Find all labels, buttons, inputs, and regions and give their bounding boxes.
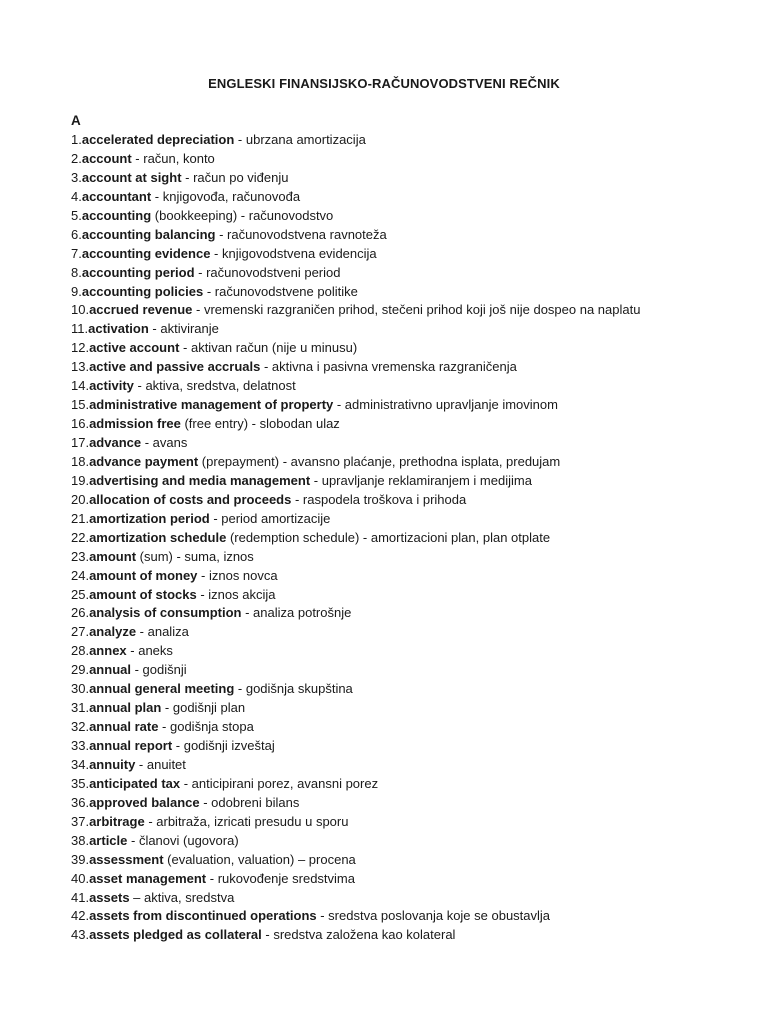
entry-number: 18. (71, 453, 90, 469)
entry-term: admission free (89, 416, 181, 432)
entry-translation: - godišnji (130, 662, 187, 678)
entry-number: 9. (71, 283, 82, 299)
entry-term: analysis of consumption (89, 605, 242, 621)
glossary-entry (71, 889, 711, 908)
entry-term: accounting evidence (81, 245, 211, 261)
entry-term: amortization period (89, 510, 210, 526)
section-letter: A (71, 113, 81, 128)
entry-translation: - aktivna i pasivna vremenska razgraničenja (260, 359, 517, 375)
entry-number: 2. (71, 150, 82, 166)
entry-term: approved balance (89, 794, 200, 810)
entry-translation: - arbitraža, izricati presudu u sporu (144, 813, 349, 829)
entry-synonym: (sum) (136, 548, 173, 564)
glossary-entry (71, 718, 711, 737)
entry-term: annual (89, 662, 131, 678)
entry-translation: - vremenski razgraničen prihod, stečeni prihod koji još nije dospeo na naplatu (192, 302, 641, 318)
entry-number: 12. (71, 340, 90, 356)
entry-number: 16. (71, 416, 90, 432)
entry-number: 20. (71, 491, 90, 507)
entry-number: 31. (71, 700, 90, 716)
entry-term: accelerated depreciation (81, 132, 235, 147)
entry-term: annual general meeting (89, 681, 235, 697)
entry-translation: - period amortizacije (209, 510, 331, 526)
entry-translation: - račun, konto (131, 150, 215, 166)
entry-number: 19. (71, 472, 90, 488)
entry-term: annual report (89, 738, 173, 753)
glossary-entry (71, 207, 711, 226)
glossary-entry (71, 907, 711, 926)
entry-translation: - računovodstvo (237, 207, 334, 223)
glossary-entry (71, 756, 711, 775)
entry-translation: - rukovođenje sredstvima (206, 870, 355, 886)
entry-translation: - analiza potrošnje (241, 605, 352, 621)
entry-translation: – procena (294, 851, 356, 867)
entry-number: 24. (71, 567, 90, 583)
entry-translation: - iznos akcija (196, 586, 276, 602)
entry-number: 32. (71, 719, 90, 735)
entry-term: assessment (89, 851, 164, 867)
glossary-entry (71, 150, 711, 169)
entry-translation: - administrativno upravljanje imovinom (333, 397, 558, 413)
glossary-entry (71, 245, 711, 264)
entry-synonym: (prepayment) (198, 453, 280, 469)
glossary-entry (71, 510, 711, 529)
entry-translation: - ubrzana amortizacija (234, 132, 366, 147)
entry-number: 8. (71, 264, 82, 280)
entry-translation: - raspodela troškova i prihoda (291, 491, 467, 507)
glossary-entry (71, 623, 711, 642)
glossary-entry (71, 264, 711, 283)
entry-term: accounting period (81, 264, 195, 280)
entry-number: 14. (71, 378, 90, 394)
entry-translation: - godišnji izveštaj (172, 738, 275, 753)
glossary-entry (71, 661, 711, 680)
entry-translation: - anuitet (135, 756, 186, 772)
entry-term: amount of stocks (89, 586, 197, 602)
entry-term: amount of money (89, 567, 198, 583)
glossary-entry (71, 586, 711, 605)
entry-term: activity (89, 378, 134, 394)
glossary-entry (71, 377, 711, 396)
entry-number: 25. (71, 586, 90, 602)
entry-translation: - aneks (126, 643, 173, 659)
entry-translation: - avansno plaćanje, prethodna isplata, predujam (279, 453, 561, 469)
glossary-entry (71, 794, 711, 813)
entry-translation: - računovodstveni period (194, 264, 341, 280)
entry-term: accountant (81, 188, 152, 204)
entry-translation: - godišnja skupština (234, 681, 353, 697)
entry-number: 3. (71, 169, 82, 185)
entry-term: asset management (89, 870, 207, 886)
entry-term: administrative management of property (89, 397, 334, 413)
entry-translation: - amortizacioni plan, plan otplate (359, 529, 551, 545)
entry-term: advertising and media management (89, 472, 311, 488)
entry-term: analyze (89, 624, 137, 640)
entry-term: account (81, 150, 132, 166)
entry-translation: - slobodan ulaz (248, 416, 340, 432)
entry-term: article (89, 832, 128, 848)
entry-number: 23. (71, 548, 90, 564)
glossary-entry (71, 680, 711, 699)
entry-translation: - suma, iznos (172, 548, 254, 564)
entry-number: 5. (71, 207, 82, 223)
entry-number: 43. (71, 927, 90, 943)
entry-number: 11. (71, 321, 89, 337)
entry-number: 34. (71, 756, 90, 772)
glossary-entry (71, 642, 711, 661)
entry-term: annuity (89, 756, 136, 772)
glossary-entry (71, 301, 711, 320)
glossary-entry (71, 396, 711, 415)
glossary-entry (71, 851, 711, 870)
entry-number: 7. (71, 245, 82, 261)
glossary-entry (71, 188, 711, 207)
entry-number: 10. (71, 302, 90, 318)
entry-term: accrued revenue (89, 302, 193, 318)
glossary-entry (71, 415, 711, 434)
glossary-list (71, 131, 711, 945)
glossary-entry (71, 283, 711, 302)
glossary-entry (71, 491, 711, 510)
glossary-entry (71, 737, 711, 756)
entry-translation: - sredstva založena kao kolateral (261, 927, 456, 943)
entry-term: amount (89, 548, 137, 564)
entry-synonym: (bookkeeping) (151, 207, 238, 223)
glossary-entry (71, 548, 711, 567)
entry-translation: - aktiviranje (148, 321, 219, 337)
entry-translation: - knjigovođa, računovođa (151, 188, 301, 204)
glossary-entry (71, 870, 711, 889)
entry-number: 42. (71, 908, 90, 924)
entry-term: assets pledged as collateral (89, 927, 262, 943)
glossary-entry (71, 775, 711, 794)
entry-term: advance (89, 435, 142, 450)
entry-synonym: (redemption schedule) (226, 529, 360, 545)
entry-term: arbitrage (89, 813, 145, 829)
entry-term: activation (88, 321, 149, 337)
entry-term: account at sight (81, 169, 182, 185)
entry-number: 17. (71, 435, 90, 450)
entry-number: 28. (71, 643, 90, 659)
entry-number: 1. (71, 132, 82, 147)
entry-number: 6. (71, 226, 82, 242)
entry-number: 38. (71, 832, 90, 848)
entry-translation: - račun po viđenju (181, 169, 289, 185)
entry-term: amortization schedule (89, 529, 227, 545)
glossary-entry (71, 472, 711, 491)
entry-translation: - računovodstvene politike (203, 283, 358, 299)
glossary-entry (71, 453, 711, 472)
entry-number: 21. (71, 510, 90, 526)
entry-translation: - iznos novca (197, 567, 278, 583)
glossary-entry (71, 358, 711, 377)
entry-translation: - aktiva, sredstva, delatnost (133, 378, 296, 394)
glossary-entry (71, 567, 711, 586)
entry-translation: - avans (141, 435, 188, 450)
glossary-entry (71, 339, 711, 358)
entry-term: active and passive accruals (89, 359, 261, 375)
entry-number: 33. (71, 738, 90, 753)
entry-translation: - godišnja stopa (158, 719, 254, 735)
glossary-entry (71, 832, 711, 851)
glossary-entry (71, 131, 711, 150)
entry-term: annex (89, 643, 127, 659)
entry-translation: - knjigovodstvena evidencija (210, 245, 377, 261)
entry-translation: - analiza (136, 624, 189, 640)
entry-term: assets (89, 889, 130, 905)
glossary-entry (71, 226, 711, 245)
entry-number: 36. (71, 794, 90, 810)
entry-term: accounting balancing (81, 226, 216, 242)
entry-term: anticipated tax (89, 775, 181, 791)
entry-translation: - godišnji plan (161, 700, 246, 716)
entry-term: assets from discontinued operations (89, 908, 317, 924)
entry-term: annual rate (89, 719, 159, 735)
entry-number: 13. (71, 359, 90, 375)
entry-term: active account (89, 340, 180, 356)
entry-number: 40. (71, 870, 90, 886)
entry-synonym: (evaluation, valuation) (163, 851, 295, 867)
entry-number: 27. (71, 624, 90, 640)
entry-translation: - članovi (ugovora) (127, 832, 239, 848)
entry-term: accounting (81, 207, 152, 223)
glossary-entry (71, 699, 711, 718)
entry-translation: – aktiva, sredstva (129, 889, 235, 905)
entry-number: 35. (71, 775, 90, 791)
entry-term: allocation of costs and proceeds (89, 491, 292, 507)
entry-number: 39. (71, 851, 90, 867)
entry-translation: - upravljanje reklamiranjem i medijima (310, 472, 532, 488)
entry-number: 41. (71, 889, 90, 905)
entry-translation: - odobreni bilans (199, 794, 300, 810)
entry-number: 4. (71, 188, 82, 204)
entry-term: advance payment (89, 453, 199, 469)
glossary-entry (71, 320, 711, 339)
entry-term: accounting policies (81, 283, 204, 299)
document-title: ENGLESKI FINANSIJSKO-RAČUNOVODSTVENI REČNIK (208, 76, 560, 91)
entry-translation: - računovodstvena ravnoteža (215, 226, 387, 242)
glossary-entry (71, 813, 711, 832)
entry-number: 30. (71, 681, 90, 697)
entry-number: 37. (71, 813, 90, 829)
entry-translation: - anticipirani porez, avansni porez (180, 775, 379, 791)
entry-term: annual plan (89, 700, 162, 716)
entry-number: 26. (71, 605, 90, 621)
glossary-entry (71, 604, 711, 623)
glossary-entry (71, 529, 711, 548)
entry-number: 22. (71, 529, 90, 545)
entry-number: 29. (71, 662, 90, 678)
entry-translation: - aktivan račun (nije u minusu) (179, 340, 358, 356)
glossary-entry (71, 926, 711, 945)
entry-translation: - sredstva poslovanja koje se obustavlja (316, 908, 551, 924)
entry-synonym: (free entry) (180, 416, 249, 432)
entry-number: 15. (71, 397, 90, 413)
glossary-entry (71, 434, 711, 453)
glossary-entry (71, 169, 711, 188)
